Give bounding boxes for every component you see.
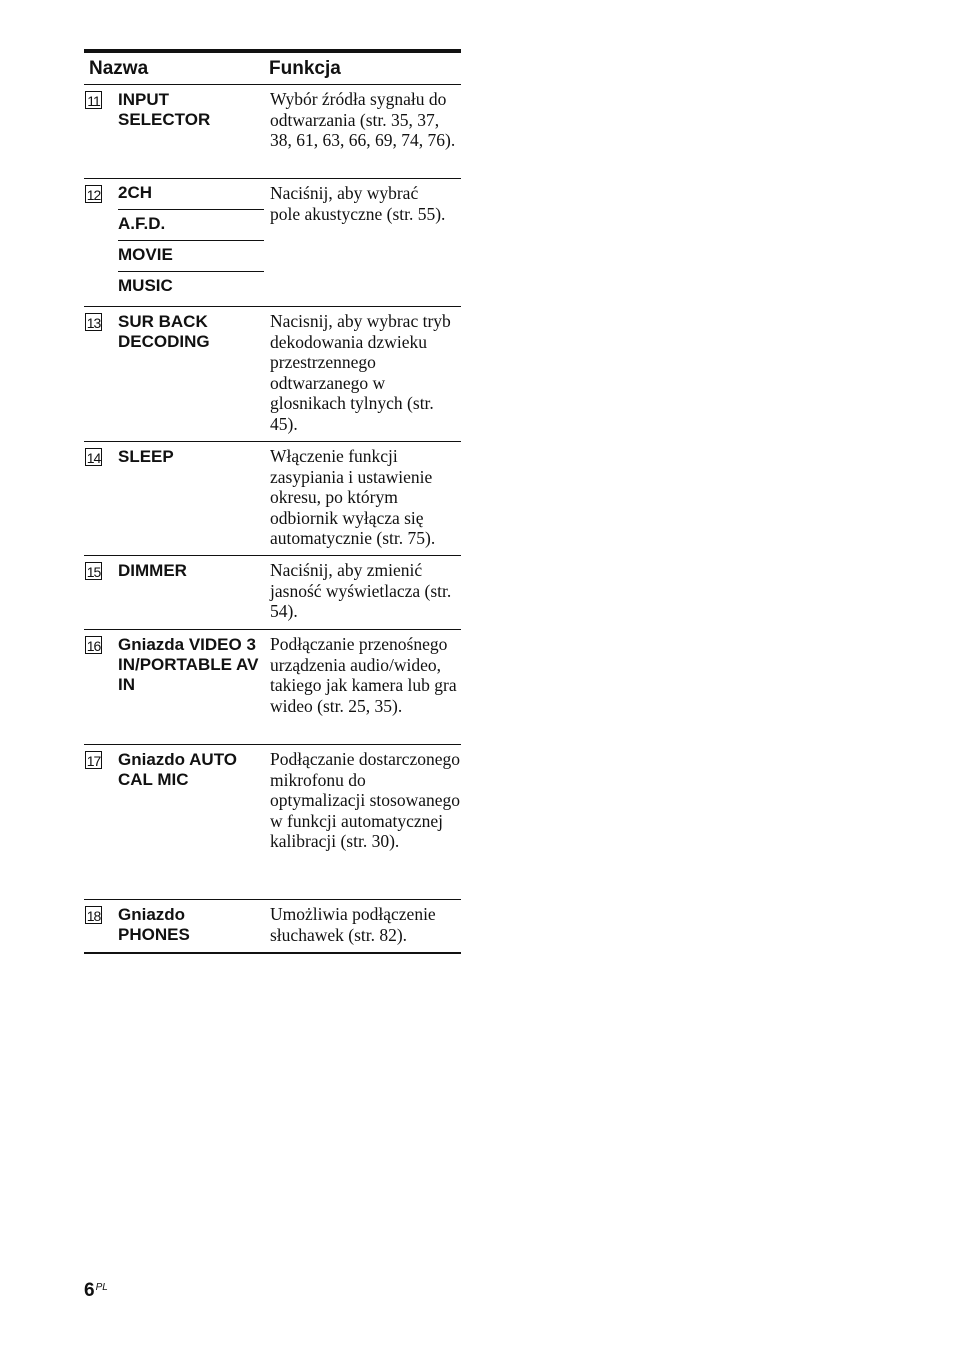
table-row — [84, 85, 461, 179]
header-name: Nazwa — [89, 57, 149, 79]
item-number: 16 — [86, 638, 101, 654]
table-row — [84, 556, 461, 630]
item-function: Naciśnij, aby wybrać pole akustyczne (str. 55). — [270, 183, 446, 224]
item-name: 2CH — [118, 179, 264, 210]
item-name: Gniazdo AUTO CAL MIC — [118, 750, 237, 789]
item-name: INPUT SELECTOR — [118, 90, 211, 129]
item-name: Gniazdo PHONES — [118, 905, 190, 944]
item-function: Naciśnij, aby zmienić jasność wyświetlacza (str. 54). — [270, 560, 452, 621]
item-function: Podłączanie dostarczonego mikrofonu do optymalizacji stosowanego w funkcji automatycznej kalibracji (str. 30). — [270, 749, 461, 851]
item-number: 11 — [85, 91, 102, 109]
table-row — [84, 179, 461, 307]
item-number: 13 — [86, 315, 101, 331]
item-function: Wybór źródła sygnału do odtwarzania (str. 35, 37, 38, 61, 63, 66, 69, 74, 76). — [270, 89, 456, 150]
table-row — [84, 307, 461, 442]
item-name: MUSIC — [118, 276, 173, 295]
item-function: Włączenie funkcji zasypiania i ustawienie okresu, po którym odbiornik wyłącza się automatycznie (str. 75). — [270, 446, 436, 548]
item-name: DIMMER — [118, 561, 187, 580]
item-number: 14 — [86, 450, 101, 466]
item-function: Umożliwia podłączenie słuchawek (str. 82). — [270, 904, 436, 945]
item-function: Podłączanie przenośnego urządzenia audio/wideo, takiego jak kamera lub gra wideo (str. 25, 35). — [270, 634, 457, 716]
function-table — [84, 49, 461, 954]
item-number: 12 — [86, 187, 101, 203]
item-name-group — [118, 179, 269, 306]
item-name: MOVIE — [118, 241, 264, 272]
page-number-value: 6 — [84, 1280, 95, 1301]
item-name: SUR BACK DECODING — [118, 312, 210, 351]
header-function: Funkcja — [269, 57, 341, 79]
table-row — [84, 630, 461, 745]
item-number: 15 — [86, 564, 101, 580]
item-function: Nacisnij, aby wybrac tryb dekodowania dzwieku przestrzennego odtwarzanego w glosnikach tylnych (str. 45). — [270, 311, 451, 434]
table-row — [84, 442, 461, 556]
table-header — [84, 53, 461, 85]
item-number: 18 — [86, 908, 101, 924]
item-number: 17 — [86, 753, 101, 769]
page-number — [84, 1280, 108, 1302]
item-name: A.F.D. — [118, 210, 264, 241]
item-name: Gniazda VIDEO 3 IN/PORTABLE AV IN — [118, 635, 259, 694]
table-row — [84, 745, 461, 900]
item-name: SLEEP — [118, 447, 174, 466]
page-language-suffix: PL — [95, 1282, 108, 1293]
table-row — [84, 900, 461, 954]
